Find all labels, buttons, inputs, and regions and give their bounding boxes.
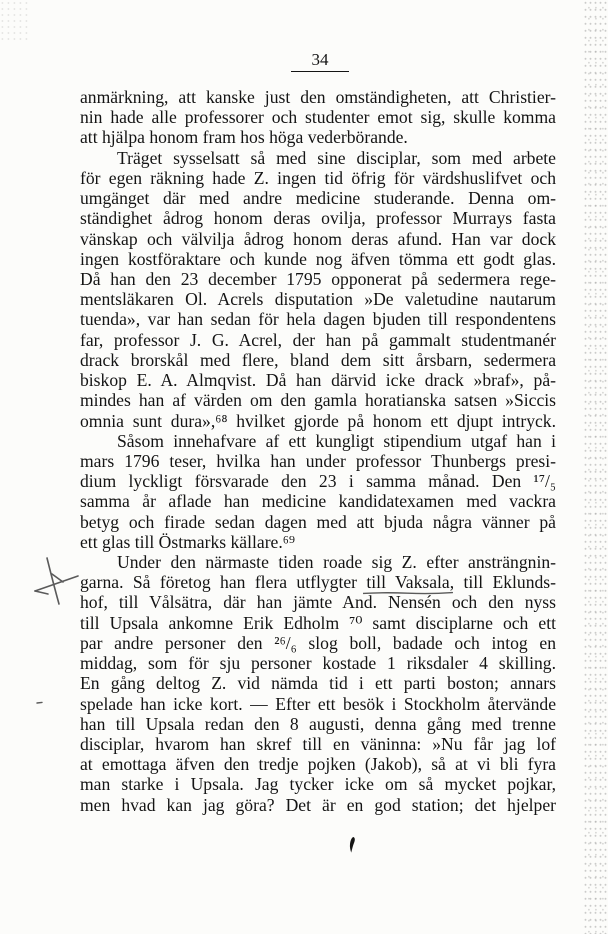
text-line-4: Träget sysselsatt så med sine disciplar, som med arbete — [117, 147, 556, 168]
page-number-rule — [291, 71, 349, 72]
text-line-18: Såsom innehafvare af ett kungligt stipendium utgaf han i — [117, 430, 556, 451]
text-line-9: ingen kostföraktare och kunde nog äfven tömma ett godt glas. — [80, 248, 556, 269]
text-line-36: men hvad kan jag göra? Det är en god station; det hjelper — [80, 794, 556, 815]
text-line-26: hof, till Vålsätra, där han jämte And. Nensén och den nyss — [80, 592, 556, 613]
margin-dash-mark — [36, 700, 44, 706]
text-line-33: disciplar, hvarom han skref till en väninna: »Nu får jag lof — [80, 734, 556, 754]
scan-corner-noise — [0, 0, 28, 40]
text-line-28: par andre personer den ²⁶/₆ slog boll, badade och intog en — [80, 632, 556, 653]
text-line-16: mindes han af värden om den gamla horatianska satsen »Siccis — [80, 390, 556, 411]
text-line-31: spelade han icke kort. — Efter ett besök i Stockholm återvände — [80, 693, 556, 714]
text-line-13: far, professor J. G. Acrel, der han på gammalt studentmanér — [80, 329, 556, 350]
page-number: 34 — [311, 50, 329, 69]
text-line-24: Under den närmaste tiden roade sig Z. efter ansträngnin- — [117, 552, 556, 573]
text-line-34: at emottaga äfven den tredje pojken (Jakob), så at vi bli fyra — [80, 754, 556, 775]
pencil-underline — [363, 590, 452, 596]
text-line-14: drack brorskål med flere, bland dem sitt årsbarn, sedermera — [80, 349, 556, 370]
text-line-22: betyg och firade sedan dagen med att bjuda några vänner på — [80, 511, 556, 532]
text-line-10: Då han den 23 december 1795 opponerat på sedermera rege- — [80, 268, 556, 289]
text-line-5: för egen räkning hade Z. ingen tid öfrig för värdshuslifvet och — [80, 167, 556, 188]
text-line-7: ständighet ådrog honom deras ovilja, professor Murrays fasta — [80, 208, 556, 229]
text-line-20: dium lyckligt försvarade den 23 i samma månad. Den ¹⁷/₅ — [80, 471, 556, 492]
text-line-6: umgänget där med andre medicine studerande. Denna om- — [80, 188, 556, 209]
text-line-25: garna. Så företog han flera utflygter till Vaksala, till Eklunds- — [80, 572, 556, 593]
text-line-23: ett glas till Östmarks källare.⁶⁹ — [80, 531, 296, 552]
text-line-35: man starke i Upsala. Jag tycker icke om så mycket pojkar, — [80, 774, 556, 795]
text-line-12: tuenda», var han sedan för hela dagen bjuden till respondentens — [80, 309, 556, 330]
text-line-15: biskop E. A. Almqvist. Då han därvid icke drack »braf», på- — [80, 370, 556, 391]
ink-blot-mark-icon — [345, 836, 359, 854]
body-text — [80, 87, 556, 815]
text-line-32: han till Upsala redan den 8 augusti, denna gång med trenne — [80, 713, 556, 734]
text-line-8: vänskap och välvilja ådrog honom deras afund. Han var dock — [80, 228, 556, 249]
text-line-30: En gång deltog Z. vid nämda tid i ett parti boston; annars — [80, 673, 556, 694]
text-line-29: middag, som för sju personer kostade 1 riksdaler 4 skilling. — [80, 653, 556, 674]
text-line-1: anmärkning, att kanske just den omständigheten, att Christier- — [80, 87, 556, 107]
text-line-27: till Upsala ankomne Erik Edholm ⁷⁰ samt disciplarne och ett — [80, 612, 556, 633]
text-line-3: att hjälpa honom fram hos höga vederbörande. — [80, 127, 408, 148]
scan-edge-noise — [584, 0, 608, 934]
text-line-2: nin hade alle professorer och studenter emot sig, skulle komma — [80, 107, 556, 128]
pencil-arrow-mark-icon — [28, 552, 84, 610]
text-line-19: mars 1796 teser, hvilka han under professor Thunbergs presi- — [80, 450, 556, 471]
text-line-11: mentsläkaren Ol. Acrels disputation »De valetudine nautarum — [80, 289, 556, 310]
text-line-21: samma år aflade han medicine kandidatexamen med vackra — [80, 491, 556, 512]
text-line-17: omnia sunt dura»,⁶⁸ hvilket gjorde på honom ett djupt intryck. — [80, 410, 556, 431]
